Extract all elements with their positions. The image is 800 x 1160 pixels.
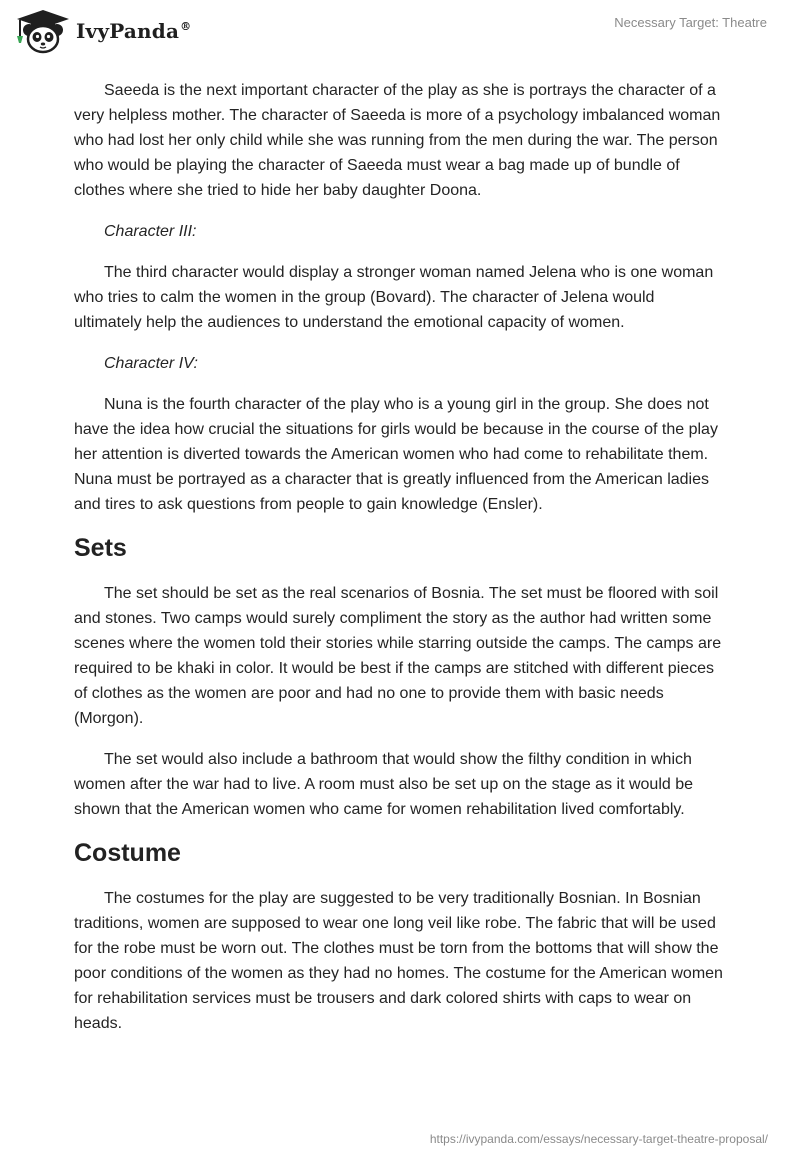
logo-text: IvyPanda®: [76, 19, 192, 43]
paragraph-saeeda: Saeeda is the next important character of the play as she is portrays the character of a very helpless mother. The character of Saeeda is more of a psychology imbalanced woman who had lost her only child while she was running from the men during the war. The person who would be playing the character of Saeeda must wear a bag made up of bundle of clothes where she tried to hide her baby daughter Doona.: [74, 82, 721, 199]
character-iii-label: Character III:: [104, 223, 197, 240]
character-iv-label: Character IV:: [104, 355, 198, 372]
paragraph-costume: The costumes for the play are suggested to be very traditionally Bosnian. In Bosnian traditions, women are supposed to wear one long veil like robe. The fabric that will be used for the robe must be worn out. The clothes must be torn from the bottoms that will show the poor conditions of the women as they had no homes. The costume for the American women for rehabilitation services must be trousers and dark colored shirts with caps to wear on heads.: [74, 890, 723, 1032]
page-header: [0, 0, 800, 62]
paragraph-sets-2: The set would also include a bathroom that would show the filthy condition in which women after the war had to live. A room must also be set up on the stage as it would be shown that the American women who came for women rehabilitation lived comfortably.: [74, 751, 694, 818]
costume-heading: Costume: [74, 839, 181, 867]
sets-heading: Sets: [74, 534, 127, 562]
essay-body: [74, 78, 726, 1052]
paragraph-sets-1: The set should be set as the real scenarios of Bosnia. The set must be floored with soil and stones. Two camps would surely compliment the story as the author had written some scenes where the women told their stories while starring outside the camps. The camps are required to be khaki in color. It would be best if the camps are stitched with different pieces of clothes as the women are poor and had no one to provide them with basic needs (Morgon).: [74, 585, 722, 727]
paragraph-jelena: The third character would display a stronger woman named Jelena who is one woman who tries to calm the women in the group (Bovard). The character of Jelena would ultimately help the audiences to understand the emotional capacity of women.: [74, 264, 714, 331]
document-title: Necessary Target: Theatre: [614, 15, 767, 30]
logo[interactable]: [14, 8, 191, 54]
source-url[interactable]: https://ivypanda.com/essays/necessary-target-theatre-proposal/: [429, 1132, 768, 1146]
paragraph-nuna: Nuna is the fourth character of the play who is a young girl in the group. She does not have the idea how crucial the situations for girls would be because in the course of the play her attention is diverted towards the American women who had come to rehabilitate them. Nuna must be portrayed as a character that is greatly influenced from the American ladies and tires to ask questions from people to gain knowledge (Ensler).: [74, 396, 718, 513]
panda-graduate-icon: [14, 8, 72, 54]
